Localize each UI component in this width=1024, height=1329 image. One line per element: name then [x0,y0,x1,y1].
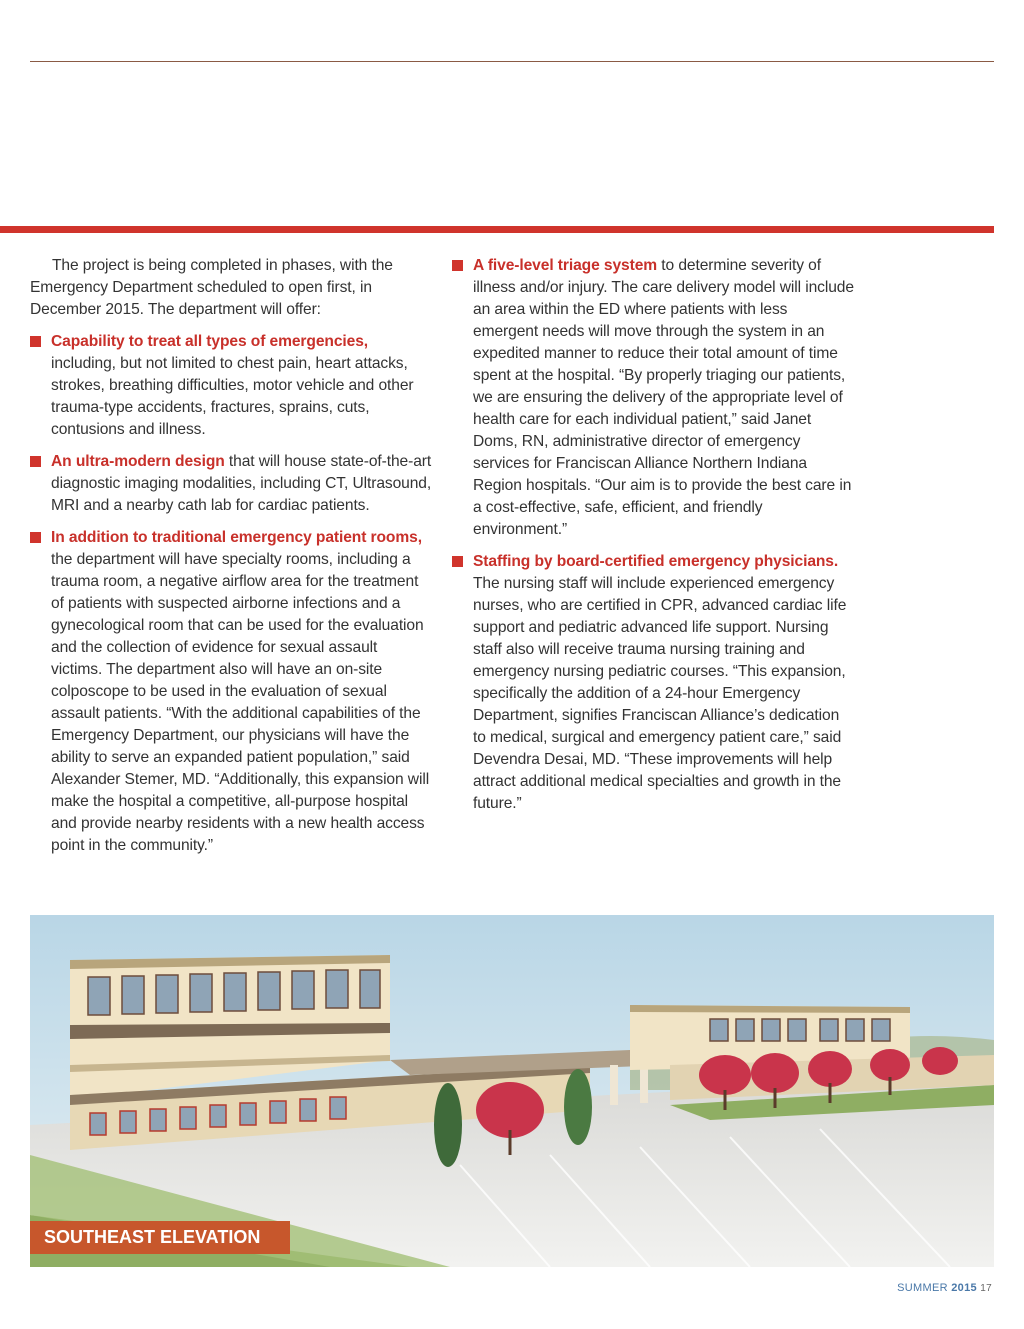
square-bullet-icon [30,456,41,467]
footer-season: SUMMER [897,1282,948,1294]
building-rendering [30,915,994,1267]
top-rule [30,61,994,62]
bullet-lead: A five-level triage system [473,257,658,274]
square-bullet-icon [30,336,41,347]
bullet-body: The nursing staff will include experienced emergency nurses, who are certified in CPR, advanced cardiac life support and pediatric advanced life support. Nursing staff also will receive trauma nursing training and emergency nursing pediatric courses. “This expansion, specifically the addition of a 24-hour Emergency Department, signifies Franciscan Alliance’s dedication to medical, surgical and emergency patient care,” said Devendra Desai, MD. “These improvements will help attract additional medical specialties and growth in the future.” [473,575,847,812]
bullet-design [30,451,432,517]
bullet-lead: In addition to traditional emergency patient rooms, [51,529,422,546]
bullet-lead: Staffing by board-certified emergency physicians. [473,553,839,570]
left-bullet-list [30,331,432,857]
right-column [452,255,856,825]
bullet-emergencies [30,331,432,441]
left-column [30,255,432,867]
bullet-lead: Capability to treat all types of emergencies, [51,333,369,350]
section-divider-band [0,226,994,233]
figure-caption: SOUTHEAST ELEVATION [30,1221,290,1254]
bullet-staffing [452,551,856,815]
page-number: 17 [980,1283,992,1294]
square-bullet-icon [452,260,463,271]
intro-paragraph: The project is being completed in phases, with the Emergency Department scheduled to open first, in December 2015. The department will offer: [30,257,393,318]
page-footer [897,1282,992,1294]
bullet-body: that will house state-of-the-art diagnostic imaging modalities, including CT, Ultrasound, MRI and a nearby cath lab for cardiac patients. [51,453,432,514]
bullet-specialty-rooms [30,527,432,857]
right-bullet-list [452,255,856,815]
bullet-body: to determine severity of illness and/or injury. The care delivery model will include an area within the ED where patients with less emergent needs will move through the system in an expedited manner to reduce their total amount of time spent at the hospital. “By properly triaging our patients, we are ensuring the delivery of the appropriate level of health care for each individual patient,” said Janet Doms, RN, administrative director of emergency services for Franciscan Alliance Northern Indiana Region hospitals. “Our aim is to provide the best care in a cost-effective, safe, efficient, and friendly environment.” [473,257,854,538]
bullet-body: including, but not limited to chest pain, heart attacks, strokes, breathing difficulties, motor vehicle and other trauma-type accidents, fractures, sprains, cuts, contusions and illness. [51,355,414,438]
square-bullet-icon [30,532,41,543]
bullet-triage [452,255,856,541]
bullet-body: the department will have specialty rooms, including a trauma room, a negative airflow area for the treatment of patients with suspected airborne infections and a gynecological room that can be used for the evaluation and the collection of evidence for sexual assault victims. The department also will have an on-site colposcope to be used in the evaluation of sexual assault patients. “With the additional capabilities of the Emergency Department, our physicians will have the ability to serve an expanded patient population,” said Alexander Stemer, MD. “Additionally, this expansion will make the hospital a competitive, all-purpose hospital and provide nearby residents with a new health access point in the community.” [51,551,430,854]
bullet-lead: An ultra-modern design [51,453,225,470]
square-bullet-icon [452,556,463,567]
footer-year: 2015 [951,1282,977,1294]
hospital-elevation-illustration [30,915,994,1267]
